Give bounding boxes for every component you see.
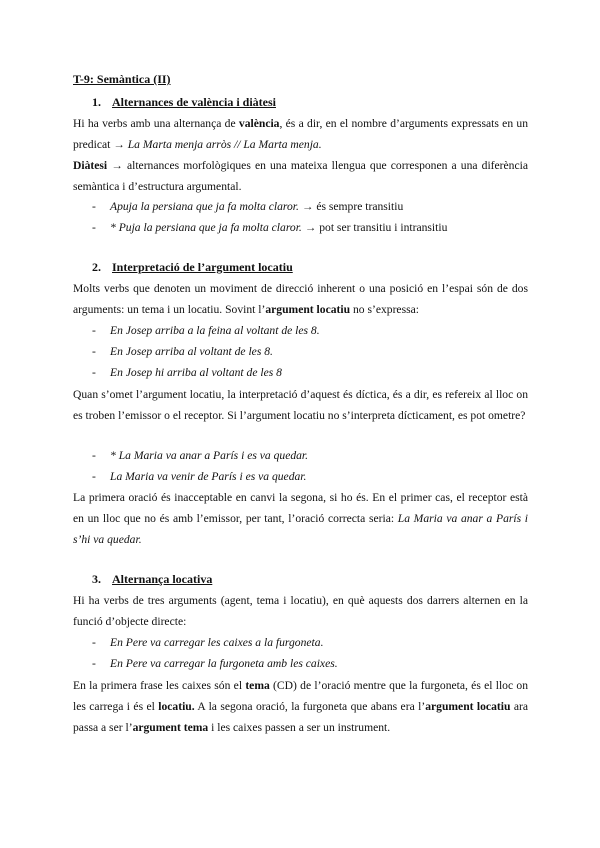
- section-1-paragraph-1: Hi ha verbs amb una alternança de valència, és a dir, en el nombre d’arguments expressats en un predicat → La Marta menja arròs // La Marta menja.: [73, 117, 528, 151]
- section-2-number: 2.: [92, 260, 101, 274]
- section-2-heading: [92, 260, 293, 275]
- section-1-number: 1.: [92, 95, 101, 109]
- section-3-paragraph-1: Hi ha verbs de tres arguments (agent, tema i locatiu), en què aquests dos darrers alternen en la funció d’objecte directe:: [73, 594, 528, 628]
- section-2-paragraph-1: Molts verbs que denoten un moviment de direcció inherent o una posició en l’espai són de dos arguments: un tema i un locatiu. Sovint l’argument locatiu no s’expressa:: [73, 282, 528, 316]
- list-item: - Apuja la persiana que ja fa molta claror. → és sempre transitiu: [92, 200, 404, 213]
- section-3-paragraph-2: En la primera frase les caixes són el tema (CD) de l’oració mentre que la furgoneta, és el lloc on les carrega i és el locatiu. A la segona oració, la furgoneta que abans era l’argument locatiu ara passa a ser l’argument tema i les caixes passen a ser un instrument.: [73, 679, 528, 734]
- section-3-heading: [92, 572, 212, 587]
- section-2-paragraph-3: La primera oració és inacceptable en canvi la segona, si ho és. En el primer cas, el receptor està en un lloc que no és amb l’emissor, per tant, l’oració correcta seria: La Maria va anar a París i s’hi va quedar.: [73, 491, 529, 546]
- list-item: - En Pere va carregar la furgoneta amb les caixes.: [92, 657, 338, 670]
- section-3-number: 3.: [92, 572, 101, 586]
- page-title: T-9: Semàntica (II): [73, 72, 171, 86]
- section-1-paragraph-2: Diàtesi → alternances morfològiques en una mateixa llengua que corresponen a una diferència semàntica i d’estructura argumental.: [73, 159, 528, 193]
- section-2-title: Interpretació de l’argument locatiu: [112, 260, 293, 274]
- list-item: - En Pere va carregar les caixes a la furgoneta.: [92, 636, 324, 649]
- section-3-title: Alternança locativa: [112, 572, 213, 586]
- section-1-heading: [92, 95, 276, 110]
- list-item: - En Josep hi arriba al voltant de les 8: [92, 366, 282, 379]
- section-2-paragraph-2: Quan s’omet l’argument locatiu, la interpretació d’aquest és díctica, és a dir, es refereix al lloc on es troben l’emissor o el receptor. Si l’argument locatiu no s’interpreta dícticament, es pot ometre?: [73, 388, 528, 422]
- list-item: - En Josep arriba al voltant de les 8.: [92, 345, 273, 358]
- list-item: - En Josep arriba a la feina al voltant de les 8.: [92, 324, 320, 337]
- list-item: - * Puja la persiana que ja fa molta claror. → pot ser transitiu i intransitiu: [92, 221, 448, 234]
- section-1-title: Alternances de valència i diàtesi: [112, 95, 276, 109]
- list-item: - La Maria va venir de París i es va quedar.: [92, 470, 307, 483]
- list-item: - * La Maria va anar a París i es va quedar.: [92, 449, 309, 462]
